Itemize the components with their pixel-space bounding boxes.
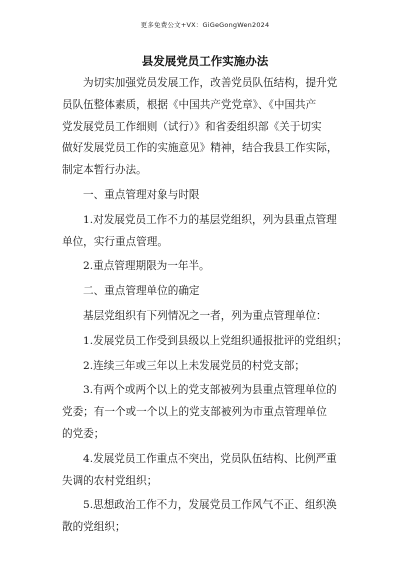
paragraph: [62, 331, 354, 353]
document-body: [62, 73, 354, 539]
section-heading: [62, 281, 354, 303]
text-line: 党发展党员工作细则（试行）》和省委组织部《关于切实: [62, 120, 322, 133]
text-line: 单位，实行重点管理。: [62, 235, 168, 248]
text-line: 散的党组织；: [62, 521, 126, 534]
text-line: 2.连续三年或三年以上未发展党员的村党支部；: [83, 359, 305, 372]
text-line: 失调的农村党组织；: [62, 474, 158, 487]
paragraph: [62, 256, 354, 278]
paragraph: [62, 449, 354, 493]
text-line: 二、重点管理单位的确定: [83, 285, 200, 298]
paragraph: [62, 210, 354, 254]
text-line: 5.思想政治工作不力，发展党员工作风气不正、组织涣: [83, 499, 337, 512]
paragraph: [62, 306, 354, 328]
text-line: 为切实加强党员发展工作，改善党员队伍结构，提升党: [83, 77, 338, 89]
text-line: 2.重点管理期限为一年半。: [83, 260, 210, 273]
paragraph: [62, 495, 354, 539]
paragraph: [62, 73, 354, 182]
document-title: 县发展党员工作实施办法: [141, 54, 269, 68]
text-line: 1.发展党员工作受到县级以上党组织通报批评的党组织；: [83, 334, 348, 347]
header-note: 更多免费公文+VX：GiGeGongWen2024: [140, 21, 270, 29]
text-line: 4.发展党员工作重点不突出，党员队伍结构、比例严重: [83, 452, 337, 465]
text-line: 制定本暂行办法。: [62, 164, 147, 177]
text-line: 做好发展党员工作的实施意见》精神，结合我县工作实际，: [62, 142, 338, 155]
text-line: 1.对发展党员工作不力的基层党组织，列为县重点管理: [83, 213, 337, 226]
section-heading: [62, 185, 354, 207]
text-line: 一、重点管理对象与时限: [83, 188, 200, 201]
text-line: 基层党组织有下列情况之一者，列为重点管理单位：: [83, 309, 327, 322]
paragraph: [62, 356, 354, 378]
text-line: 的党委；: [62, 427, 105, 440]
text-line: 3.有两个或两个以上的党支部被列为县重点管理单位的: [83, 384, 337, 397]
text-line: 员队伍整体素质，根据《中国共产党党章》、《中国共产: [62, 98, 317, 111]
paragraph: [62, 380, 354, 445]
text-line: 党委；有一个或一个以上的党支部被列为市重点管理单位: [62, 406, 327, 419]
